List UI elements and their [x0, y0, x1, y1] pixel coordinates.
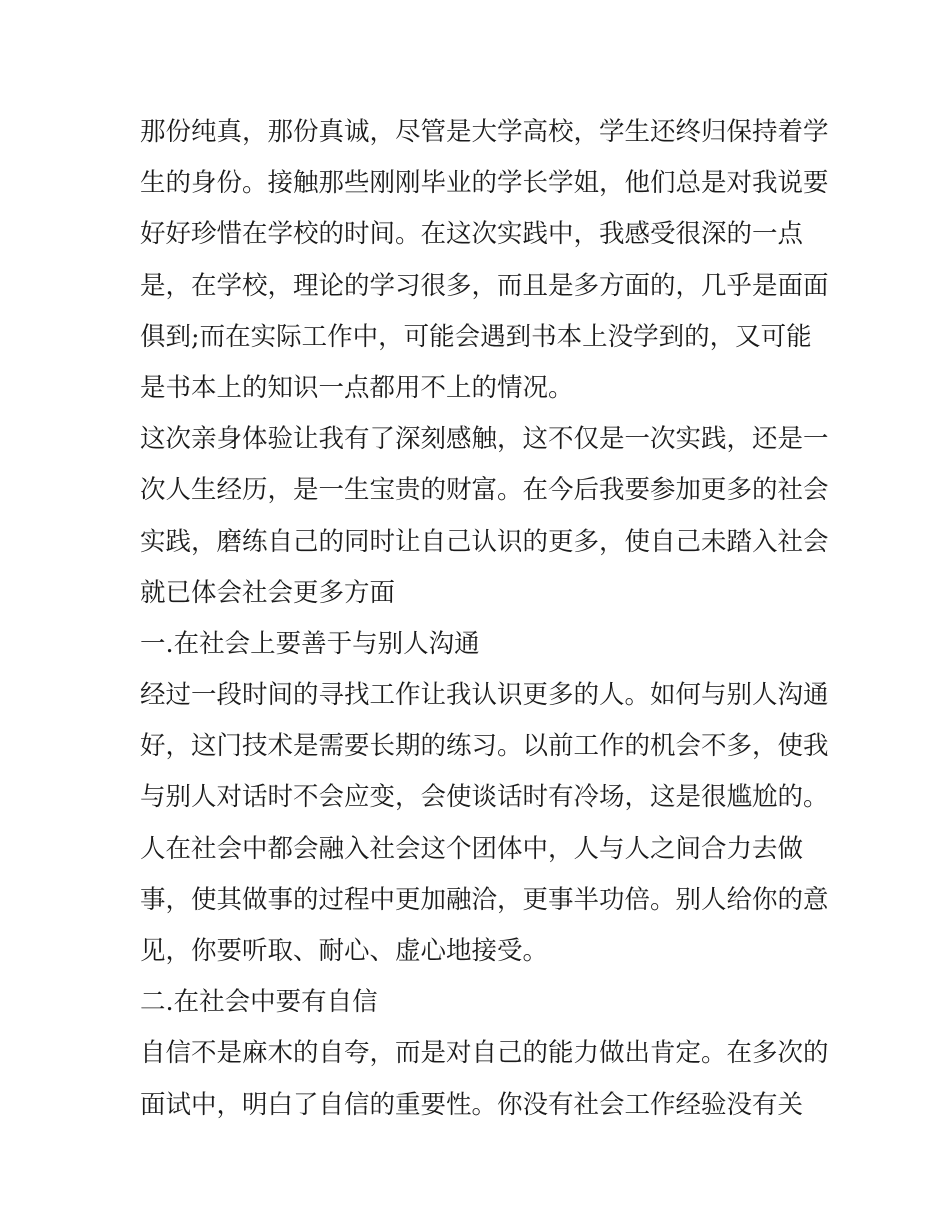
paragraph-1-line-4: 是，在学校，理论的学习很多，而且是多方面的，几乎是面面	[140, 270, 829, 301]
paragraph-4-line-2: 面试中，明白了自信的重要性。你没有社会工作经验没有关	[140, 1089, 804, 1120]
paragraph-4-line-1: 自信不是麻木的自夸，而是对自己的能力做出肯定。在多次的	[140, 1038, 829, 1069]
paragraph-1-line-3: 好好珍惜在学校的时间。在这次实践中，我感受很深的一点	[140, 219, 804, 250]
paragraph-3-line-1: 经过一段时间的寻找工作让我认识更多的人。如何与别人沟通	[140, 680, 829, 711]
paragraph-1-line-6: 是书本上的知识一点都用不上的情况。	[140, 372, 574, 403]
paragraph-3-line-3: 与别人对话时不会应变，会使谈话时有冷场，这是很尴尬的。	[140, 782, 829, 813]
paragraph-3-line-6: 见，你要听取、耐心、虚心地接受。	[140, 936, 549, 966]
paragraph-1-line-1: 那份纯真，那份真诚，尽管是大学高校，学生还终归保持着学	[140, 117, 829, 147]
document-body	[140, 107, 830, 1131]
paragraph-1-line-2: 生的身份。接触那些刚刚毕业的学长学姐，他们总是对我说要	[140, 168, 829, 199]
paragraph-2-line-1: 这次亲身体验让我有了深刻感触，这不仅是一次实践，还是一	[140, 424, 829, 455]
paragraph-2-line-3: 实践，磨练自己的同时让自己认识的更多，使自己未踏入社会	[140, 526, 829, 557]
section-heading-1: 一.在社会上要善于与别人沟通	[140, 628, 480, 659]
paragraph-2-line-2: 次人生经历，是一生宝贵的财富。在今后我要参加更多的社会	[140, 475, 829, 506]
paragraph-3-line-2: 好，这门技术是需要长期的练习。以前工作的机会不多，使我	[140, 731, 829, 762]
paragraph-1-line-5: 俱到;而在实际工作中，可能会遇到书本上没学到的，又可能	[140, 321, 812, 352]
section-heading-2: 二.在社会中要有自信	[140, 987, 378, 1018]
paragraph-3-line-5: 事，使其做事的过程中更加融洽，更事半功倍。别人给你的意	[140, 884, 829, 915]
paragraph-3-line-4: 人在社会中都会融入社会这个团体中，人与人之间合力去做	[140, 833, 804, 864]
paragraph-2-line-4: 就已体会社会更多方面	[140, 577, 396, 608]
